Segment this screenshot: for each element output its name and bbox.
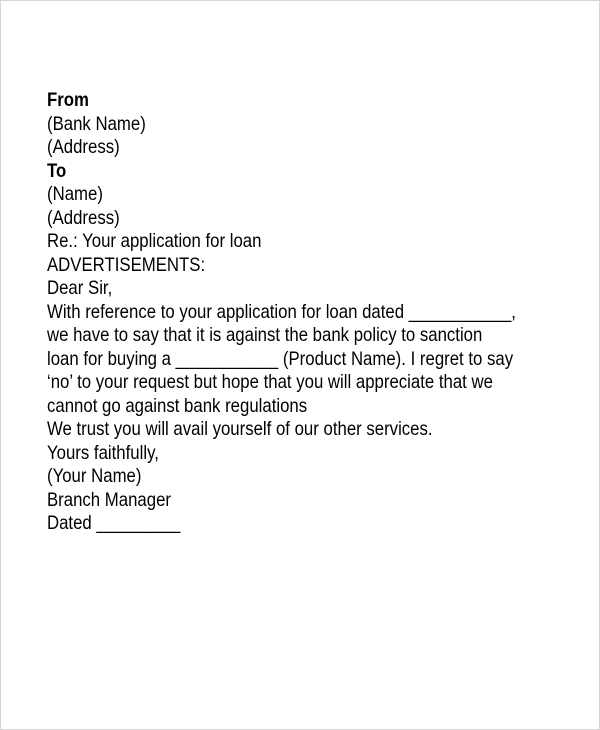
from-heading: From <box>47 89 89 111</box>
advertisements-label: ADVERTISEMENTS: <box>47 253 206 276</box>
body-line: we have to say that it is against the bank policy to sanction <box>47 324 483 346</box>
sender-bank-name: (Bank Name) <box>47 112 146 135</box>
body-line: We trust you will avail yourself of our other services. <box>47 418 433 440</box>
body-line: cannot go against bank regulations <box>47 394 308 417</box>
to-heading: To <box>47 159 67 182</box>
sender-address: (Address) <box>47 136 120 158</box>
body-line: With reference to your application for loan dated ___________, <box>47 300 516 323</box>
signature-title: Branch Manager <box>47 488 171 511</box>
subject-line: Re.: Your application for loan <box>47 230 262 252</box>
body-line: ‘no’ to your request but hope that you will appreciate that we <box>47 371 493 393</box>
salutation: Dear Sir, <box>47 277 113 299</box>
closing-line: Yours faithfully, <box>47 441 159 464</box>
body-line: loan for buying a ___________ (Product Name). I regret to say <box>47 347 514 370</box>
recipient-address: (Address) <box>47 206 120 229</box>
signature-name: (Your Name) <box>47 465 142 487</box>
recipient-name: (Name) <box>47 183 103 205</box>
letter-body <box>47 89 516 536</box>
dated-line: Dated _________ <box>47 512 181 534</box>
